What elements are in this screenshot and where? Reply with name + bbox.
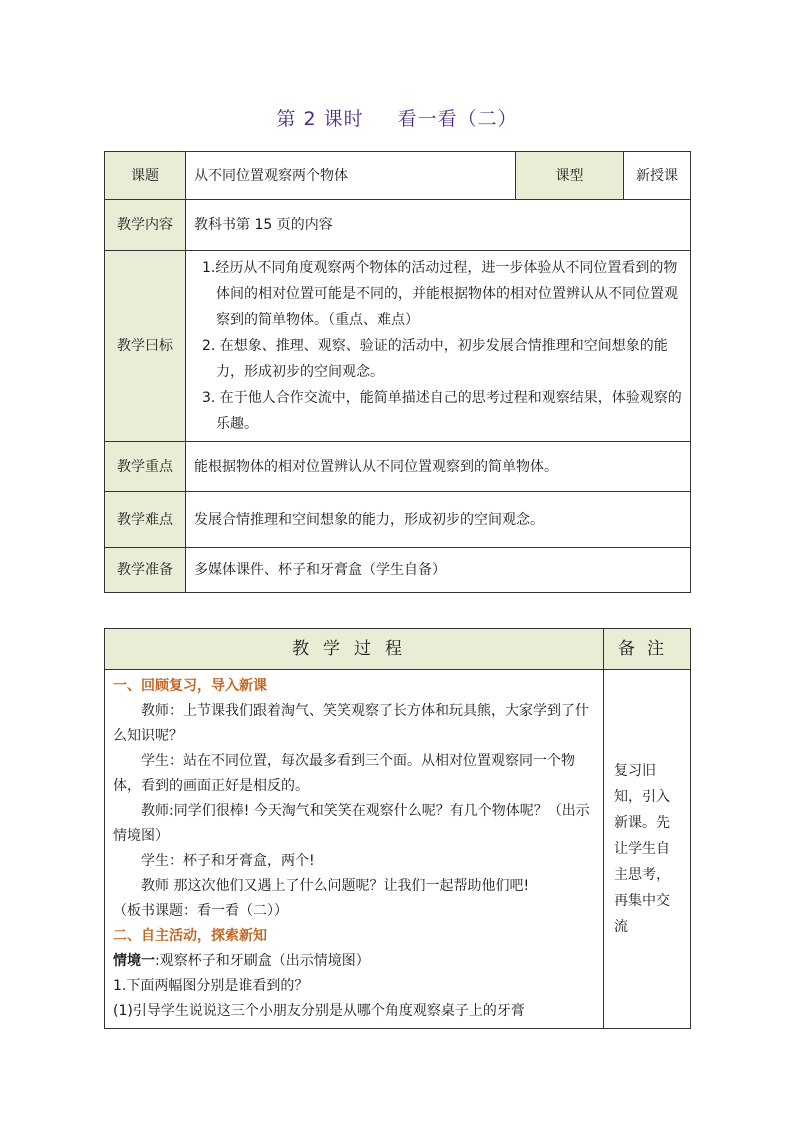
process-content	[105, 670, 604, 1029]
difficult-row	[105, 492, 691, 548]
content-label: 教学内容	[105, 200, 186, 251]
key-label: 教学重点	[105, 442, 186, 492]
scenario-line	[113, 949, 595, 974]
page-title	[0, 104, 794, 131]
type-value: 新授课	[624, 152, 691, 200]
goal-item: 3. 在于他人合作交流中，能简单描述自己的思考过程和观察结果，体验观察的乐趣。	[202, 390, 682, 432]
lesson-number: 第 2 课时	[276, 108, 364, 130]
key-value: 能根据物体的相对位置辨认从不同位置观察到的简单物体。	[186, 442, 691, 492]
topic-label: 课题	[105, 152, 186, 200]
note-header: 备注	[604, 629, 691, 670]
prep-label: 教学准备	[105, 548, 186, 593]
goals-list	[186, 251, 691, 442]
difficult-label: 教学难点	[105, 492, 186, 548]
scenario-text: :观察杯子和牙刷盒（出示情境图）	[155, 953, 370, 969]
prep-value: 多媒体课件、杯子和牙膏盒（学生自备）	[186, 548, 691, 593]
lesson-name: 看一看（二）	[397, 108, 518, 130]
section-heading: 一、回顾复习，导入新课	[113, 678, 267, 694]
board-title-note: （板书课题：看一看（二））	[113, 903, 288, 919]
process-body-row	[105, 670, 691, 1029]
topic-value: 从不同位置观察两个物体	[186, 152, 516, 200]
type-label: 课型	[516, 152, 624, 200]
key-row	[105, 442, 691, 492]
goal-item: 2. 在想象、推理、观察、验证的活动中，初步发展合情推理和空间想象的能力，形成初步的空间观念。	[202, 338, 668, 380]
dialogue-paragraph: 教师 那这次他们又遇上了什么问题呢？让我们一起帮助他们吧!	[141, 878, 530, 894]
dialogue-paragraph: 学生：杯子和牙膏盒，两个!	[141, 853, 315, 869]
question-subline: (1)引导学生说说这三个小朋友分别是从哪个角度观察桌子上的牙膏	[113, 1003, 525, 1019]
process-header-row	[105, 629, 691, 670]
goals-row	[105, 251, 691, 442]
topic-row	[105, 152, 691, 200]
lesson-info-table	[104, 151, 691, 593]
dialogue-paragraph: 教师:同学们很棒! 今天淘气和笑笑在观察什么呢？有几个物体呢？（出示情境图）	[113, 803, 590, 844]
question-line: 1.下面两幅图分别是谁看到的？	[113, 978, 309, 994]
process-header: 教学过程	[105, 629, 604, 670]
prep-row	[105, 548, 691, 593]
content-row	[105, 200, 691, 251]
goal-item: 1.经历从不同角度观察两个物体的活动过程，进一步体验从不同位置看到的物体间的相对位置可能是不同的，并能根据物体的相对位置辨认从不同位置观察到的简单物体。（重点、难点）	[202, 260, 678, 328]
note-text: 复习旧知，引入新课。先让学生自主思考，再集中交流	[604, 670, 691, 1029]
scenario-label: 情境一	[113, 953, 155, 969]
dialogue-paragraph: 学生：站在不同位置，每次最多看到三个面。从相对位置观察同一个物体，看到的画面正好是相反的。	[113, 753, 575, 794]
content-value: 教科书第 15 页的内容	[186, 200, 691, 251]
dialogue-paragraph: 教师：上节课我们跟着淘气、笑笑观察了长方体和玩具熊，大家学到了什么知识呢？	[113, 703, 589, 744]
goals-label: 教学曰标	[105, 251, 186, 442]
process-table	[104, 628, 691, 1029]
section-heading: 二、自主活动，探索新知	[113, 928, 267, 944]
difficult-value: 发展合情推理和空间想象的能力，形成初步的空间观念。	[186, 492, 691, 548]
